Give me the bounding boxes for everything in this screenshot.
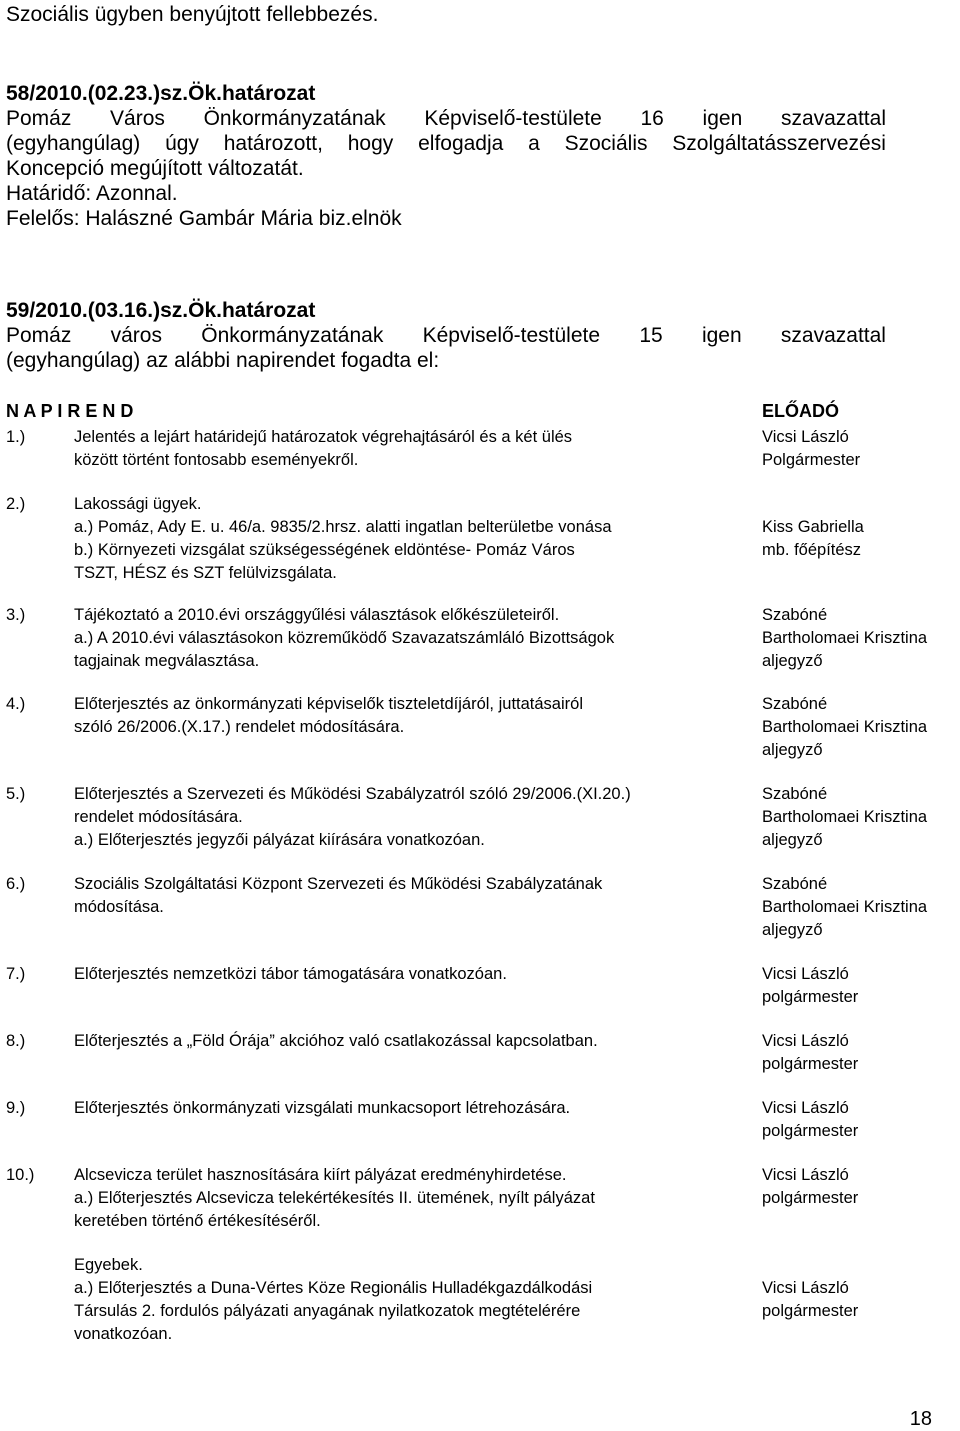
resolution-text-line: Koncepció megújított változatát. bbox=[6, 157, 304, 180]
word: város bbox=[110, 324, 162, 347]
page-number: 18 bbox=[909, 1408, 932, 1430]
desc-line: tagjainak megválasztása. bbox=[74, 652, 260, 670]
desc-line: Alcsevicza terület hasznosítására kiírt pályázat eredményhirdetése. bbox=[74, 1166, 567, 1184]
item-number: 10.) bbox=[6, 1166, 35, 1184]
item-number: 8.) bbox=[6, 1032, 26, 1050]
desc-line: Egyebek. bbox=[74, 1256, 143, 1274]
presenter-line: Bartholomaei Krisztina bbox=[762, 629, 928, 647]
desc-line: között történt fontosabb eseményekről. bbox=[74, 451, 359, 469]
resolution-59 bbox=[6, 298, 886, 373]
word: elfogadja bbox=[418, 132, 504, 155]
word: Szolgáltatásszervezési bbox=[672, 132, 886, 155]
presenter-line: Polgármester bbox=[762, 451, 861, 469]
presenter-line: polgármester bbox=[762, 988, 859, 1006]
item-description bbox=[74, 426, 754, 472]
resolution-58 bbox=[6, 81, 886, 231]
item-description bbox=[74, 873, 754, 919]
word: határozott, bbox=[223, 132, 323, 155]
presenter-line: Szabóné bbox=[762, 606, 828, 624]
resolution-number: 59/2010.(03.16.)sz.Ök.határozat bbox=[6, 299, 316, 322]
word: Képviselő-testülete bbox=[422, 324, 601, 347]
item-presenter bbox=[762, 604, 960, 673]
item-description bbox=[74, 1030, 754, 1053]
desc-line: b.) Környezeti vizsgálat szükségességének eldöntése- Pomáz Város bbox=[74, 541, 575, 559]
resolution-text-line bbox=[6, 131, 886, 156]
word: hogy bbox=[347, 132, 394, 155]
item-presenter bbox=[762, 783, 960, 852]
item-presenter bbox=[762, 963, 960, 1009]
item-number: 3.) bbox=[6, 606, 26, 624]
presenter-line: Kiss Gabriella bbox=[762, 518, 864, 536]
item-number: 4.) bbox=[6, 695, 26, 713]
desc-line: a.) A 2010.évi választásokon közreműködő Szavazatszámláló Bizottságok bbox=[74, 629, 615, 647]
desc-line: Szociális Szolgáltatási Központ Szervezeti és Működési Szabályzatának bbox=[74, 875, 603, 893]
presenter-line: Vicsi László bbox=[762, 965, 849, 983]
item-presenter bbox=[762, 873, 960, 942]
desc-line: rendelet módosítására. bbox=[74, 808, 243, 826]
item-presenter bbox=[762, 1254, 960, 1323]
presenter-line: Bartholomaei Krisztina bbox=[762, 808, 928, 826]
agenda-title: N A P I R E N D bbox=[6, 401, 134, 421]
desc-line: szóló 26/2006.(X.17.) rendelet módosítására. bbox=[74, 718, 405, 736]
word: a bbox=[528, 132, 540, 155]
item-description bbox=[74, 1097, 754, 1120]
presenter-line: Szabóné bbox=[762, 695, 828, 713]
item-number: 9.) bbox=[6, 1099, 26, 1117]
word: úgy bbox=[165, 132, 199, 155]
presenter-line: polgármester bbox=[762, 1055, 859, 1073]
presenter-line: mb. főépítész bbox=[762, 541, 862, 559]
item-number: 7.) bbox=[6, 965, 26, 983]
item-description bbox=[74, 1254, 754, 1346]
desc-line: Jelentés a lejárt határidejű határozatok végrehajtásáról és a két ülés bbox=[74, 428, 573, 446]
item-description bbox=[74, 1164, 754, 1233]
presenter-line: Bartholomaei Krisztina bbox=[762, 898, 928, 916]
item-presenter bbox=[762, 1097, 960, 1143]
presenter-line: polgármester bbox=[762, 1122, 859, 1140]
item-presenter bbox=[762, 493, 960, 562]
desc-line: a.) Előterjesztés a Duna-Vértes Köze Regionális Hulladékgazdálkodási bbox=[74, 1279, 593, 1297]
desc-line: Társulás 2. fordulós pályázati anyagának nyilatkozatok megtételérére bbox=[74, 1302, 581, 1320]
word: Képviselő-testülete bbox=[424, 107, 602, 130]
desc-line: vonatkozóan. bbox=[74, 1325, 173, 1343]
desc-line: Előterjesztés nemzetközi tábor támogatására vonatkozóan. bbox=[74, 965, 507, 983]
desc-line: a.) Előterjesztés jegyzői pályázat kiírására vonatkozóan. bbox=[74, 831, 485, 849]
item-number: 6.) bbox=[6, 875, 26, 893]
presenter-title: ELŐADÓ bbox=[762, 401, 840, 421]
presenter-line: Szabóné bbox=[762, 875, 828, 893]
desc-line: TSZT, HÉSZ és SZT felülvizsgálata. bbox=[74, 564, 337, 582]
word: (egyhangúlag) bbox=[6, 132, 141, 155]
item-number: 1.) bbox=[6, 428, 26, 446]
item-number: 5.) bbox=[6, 785, 26, 803]
desc-line: a.) Pomáz, Ady E. u. 46/a. 9835/2.hrsz. alatti ingatlan belterületbe vonása bbox=[74, 518, 612, 536]
resolution-text-line bbox=[6, 106, 886, 131]
presenter-line: aljegyző bbox=[762, 741, 823, 759]
item-description bbox=[74, 604, 754, 673]
word: igen bbox=[702, 107, 743, 130]
item-presenter bbox=[762, 1030, 960, 1076]
presenter-line bbox=[762, 493, 960, 516]
presenter-line bbox=[762, 1254, 960, 1277]
word: Város bbox=[110, 107, 165, 130]
presenter-line: Bartholomaei Krisztina bbox=[762, 718, 928, 736]
item-description bbox=[74, 963, 754, 986]
word: szavazattal bbox=[780, 324, 886, 347]
desc-line: a.) Előterjesztés Alcsevicza telekértékesítés II. ütemének, nyílt pályázat bbox=[74, 1189, 595, 1207]
deadline: Határidő: Azonnal. bbox=[6, 182, 178, 205]
responsible: Felelős: Halászné Gambár Mária biz.elnök bbox=[6, 207, 402, 230]
item-description bbox=[74, 783, 754, 852]
presenter-line: aljegyző bbox=[762, 652, 823, 670]
presenter-line: aljegyző bbox=[762, 831, 823, 849]
desc-line: Lakossági ügyek. bbox=[74, 495, 202, 513]
word: Pomáz bbox=[6, 107, 72, 130]
resolution-number: 58/2010.(02.23.)sz.Ök.határozat bbox=[6, 82, 316, 105]
presenter-line: polgármester bbox=[762, 1189, 859, 1207]
item-description bbox=[74, 693, 754, 739]
desc-line: Előterjesztés az önkormányzati képviselők tiszteletdíjáról, juttatásairól bbox=[74, 695, 583, 713]
presenter-line: Vicsi László bbox=[762, 1032, 849, 1050]
desc-line: Előterjesztés önkormányzati vizsgálati munkacsoport létrehozására. bbox=[74, 1099, 571, 1117]
resolution-text-line bbox=[6, 323, 886, 348]
word: 15 bbox=[639, 324, 663, 347]
desc-line: keretében történő értékesítéséről. bbox=[74, 1212, 321, 1230]
item-description bbox=[74, 493, 754, 585]
resolution-text-line: (egyhangúlag) az alábbi napirendet fogadta el: bbox=[6, 349, 440, 372]
presenter-line: Vicsi László bbox=[762, 1279, 849, 1297]
section-heading: Szociális ügyben benyújtott fellebbezés. bbox=[6, 3, 379, 26]
item-presenter bbox=[762, 1164, 960, 1210]
presenter-line: aljegyző bbox=[762, 921, 823, 939]
item-presenter bbox=[762, 426, 960, 472]
desc-line: Tájékoztató a 2010.évi országgyűlési választások előkészületeiről. bbox=[74, 606, 560, 624]
presenter-line: Vicsi László bbox=[762, 1099, 849, 1117]
presenter-line: polgármester bbox=[762, 1302, 859, 1320]
word: igen bbox=[701, 324, 742, 347]
presenter-line: Szabóné bbox=[762, 785, 828, 803]
word: szavazattal bbox=[780, 107, 886, 130]
item-number: 2.) bbox=[6, 495, 26, 513]
presenter-line: Vicsi László bbox=[762, 1166, 849, 1184]
desc-line: Előterjesztés a Szervezeti és Működési Szabályzatról szóló 29/2006.(XI.20.) bbox=[74, 785, 631, 803]
item-presenter bbox=[762, 693, 960, 762]
presenter-line: Vicsi László bbox=[762, 428, 849, 446]
word: Önkormányzatának bbox=[201, 324, 384, 347]
word: 16 bbox=[640, 107, 664, 130]
word: Pomáz bbox=[6, 324, 72, 347]
desc-line: Előterjesztés a „Föld Órája” akcióhoz való csatlakozással kapcsolatban. bbox=[74, 1032, 598, 1050]
word: Szociális bbox=[564, 132, 648, 155]
word: Önkormányzatának bbox=[203, 107, 386, 130]
desc-line: módosítása. bbox=[74, 898, 164, 916]
